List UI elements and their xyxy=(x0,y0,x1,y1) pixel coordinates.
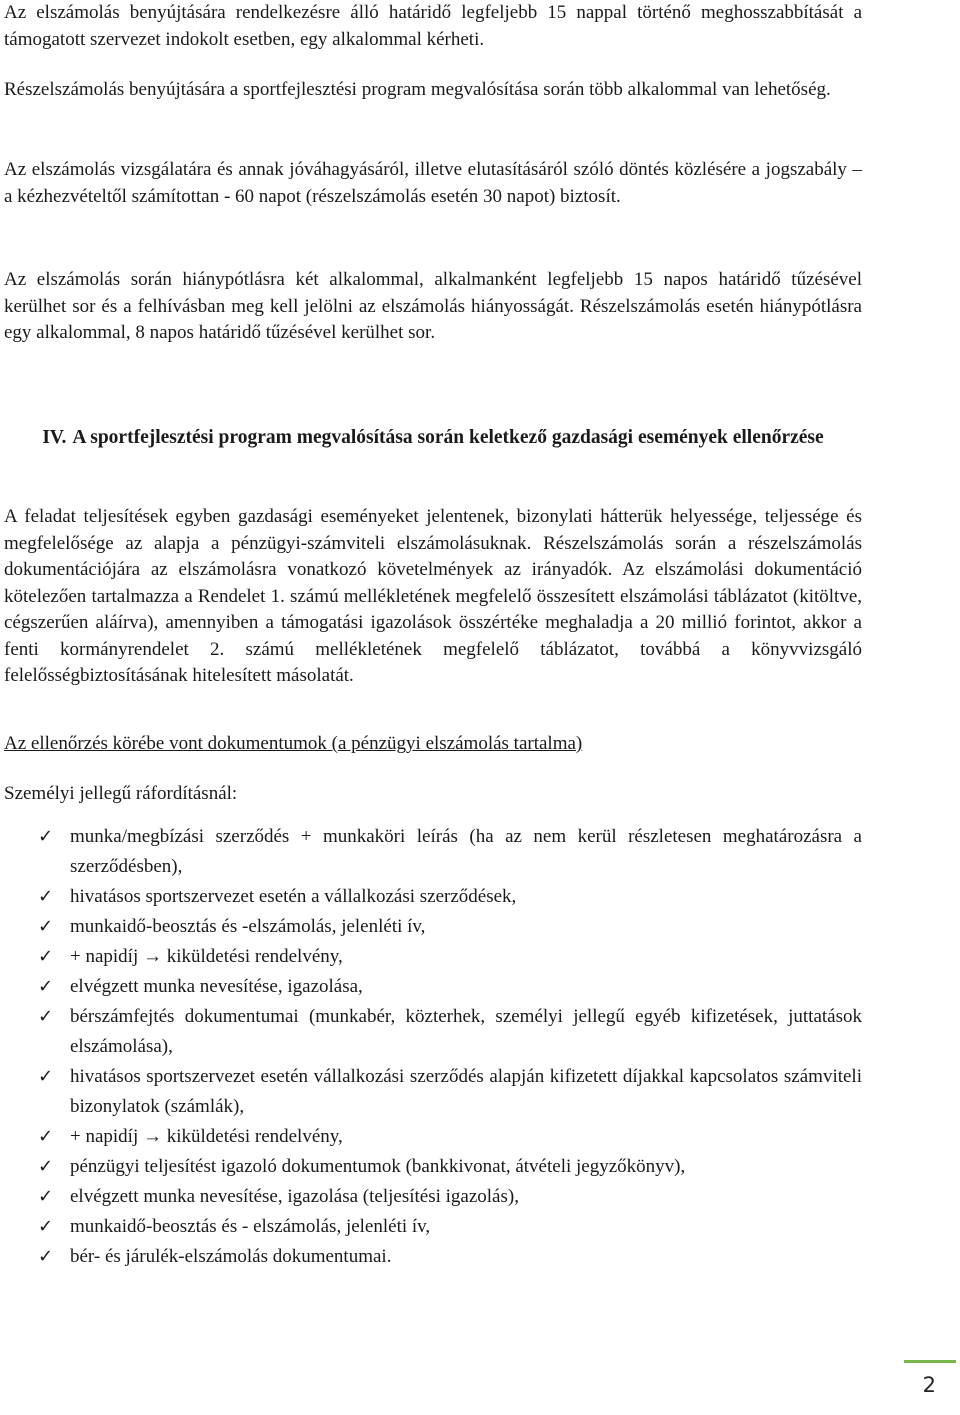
checklist-item xyxy=(4,1002,862,1062)
checkmark-icon: ✓ xyxy=(38,826,54,847)
checklist-item-text: elvégzett munka nevesítése, igazolása, xyxy=(70,976,363,997)
checklist-item-text: bérszámfejtés dokumentumai (munkabér, közterhek, személyi jellegű egyéb kifizetések, juttatások elszámolása), xyxy=(70,1006,862,1057)
checkmark-icon: ✓ xyxy=(38,1216,54,1237)
checkmark-icon: ✓ xyxy=(38,1246,54,1267)
checkmark-icon: ✓ xyxy=(38,976,54,997)
paragraph-review-decision: Az elszámolás vizsgálatára és annak jóváhagyásáról, illetve elutasításáról szóló döntés közlésére a jogszabály – a kézhezvételtől számítottan - 60 napot (részelszámolás esetén 30 napot) biztosít. xyxy=(4,159,862,207)
page-number-box xyxy=(904,1360,956,1409)
paragraph-deadline-extension: Az elszámolás benyújtására rendelkezésre álló határidő legfeljebb 15 nappal történő meghosszabbítását a támogatott szervezet indokolt esetben, egy alkalommal kérheti. xyxy=(4,2,862,50)
section-body-paragraph: A feladat teljesítések egyben gazdasági eseményeket jelentenek, bizonylati hátterük helyessége, teljessége és megfelelősége az alapja a pénzügyi-számviteli elszámolásuknak. Részelszámolás során a részelszámolás dokumentációjára az elszámolásra vonatkozó követelmények az irányadók. Az elszámolási dokumentáció kötelezően tartalmazza a Rendelet 1. számú mellékletének megfelelő összesített elszámolási táblázatot (kitöltve, cégszerűen aláírva), amennyiben a támogatási igazolások összértéke meghaladja a 20 millió forintot, akkor a fenti kormányrendelet 2. számú mellékletének megfelelő táblázatot, továbbá a könyvvizsgáló felelősségbiztosításának hitelesített másolatát. xyxy=(4,506,862,686)
checklist-item-text: munka/megbízási szerződés + munkaköri leírás (ha az nem kerül részletesen meghatározásra a szerződésben), xyxy=(70,826,862,877)
checklist-item-text: munkaidő-beosztás és - elszámolás, jelenléti ív, xyxy=(70,1216,431,1237)
checklist-item-text: elvégzett munka nevesítése, igazolása (teljesítési igazolás), xyxy=(70,1186,519,1207)
checklist-item xyxy=(4,1182,862,1212)
checklist-item-text: hivatásos sportszervezet esetén vállalkozási szerződés alapján kifizetett díjakkal kapcsolatos számviteli bizonylatok (számlák), xyxy=(70,1066,862,1117)
checklist-item xyxy=(4,942,862,972)
checklist-item-text: + napidíj → kiküldetési rendelvény, xyxy=(70,1126,343,1147)
subheading: Személyi jellegű ráfordításnál: xyxy=(4,783,238,804)
checklist-item xyxy=(4,912,862,942)
checkmark-icon: ✓ xyxy=(38,946,54,967)
section-title: A sportfejlesztési program megvalósítása során keletkező gazdasági események ellenőrzése xyxy=(72,427,824,448)
checkmark-icon: ✓ xyxy=(38,1156,54,1177)
checklist-item xyxy=(4,1122,862,1152)
checklist-item xyxy=(4,822,862,882)
checkmark-icon: ✓ xyxy=(38,916,54,937)
checklist-item-text: bér- és járulék-elszámolás dokumentumai. xyxy=(70,1246,392,1267)
checkmark-icon: ✓ xyxy=(38,1006,54,1027)
checklist-item xyxy=(4,1152,862,1182)
checkmark-icon: ✓ xyxy=(38,1186,54,1207)
checklist-item-text: munkaidő-beosztás és -elszámolás, jelenléti ív, xyxy=(70,916,426,937)
paragraph-partial-settlement: Részelszámolás benyújtására a sportfejlesztési program megvalósítása során több alkalommal van lehetőség. xyxy=(4,79,831,100)
checklist-item xyxy=(4,972,862,1002)
page-number: 2 xyxy=(922,1373,936,1397)
checklist-item xyxy=(4,882,862,912)
checklist xyxy=(4,822,862,1272)
checklist-item-text: + napidíj → kiküldetési rendelvény, xyxy=(70,946,343,967)
checklist-item xyxy=(4,1062,862,1122)
checkmark-icon: ✓ xyxy=(38,886,54,907)
underlined-heading: Az ellenőrzés körébe vont dokumentumok (a pénzügyi elszámolás tartalma) xyxy=(4,733,583,754)
section-heading xyxy=(4,423,862,453)
checkmark-icon: ✓ xyxy=(38,1066,54,1087)
checkmark-icon: ✓ xyxy=(38,1126,54,1147)
checklist-item-text: hivatásos sportszervezet esetén a vállalkozási szerződések, xyxy=(70,886,517,907)
paragraph-deficiency-correction: Az elszámolás során hiánypótlásra két alkalommal, alkalmanként legfeljebb 15 napos határidő tűzésével kerülhet sor és a felhívásban meg kell jelölni az elszámolás hiányosságát. Részelszámolás esetén hiánypótlásra egy alkalommal, 8 napos határidő tűzésével kerülhet sor. xyxy=(4,269,862,343)
checklist-item xyxy=(4,1242,862,1272)
checklist-item xyxy=(4,1212,862,1242)
section-number: IV. xyxy=(42,427,67,448)
checklist-item-text: pénzügyi teljesítést igazoló dokumentumok (bankkivonat, átvételi jegyzőkönyv), xyxy=(70,1156,686,1177)
